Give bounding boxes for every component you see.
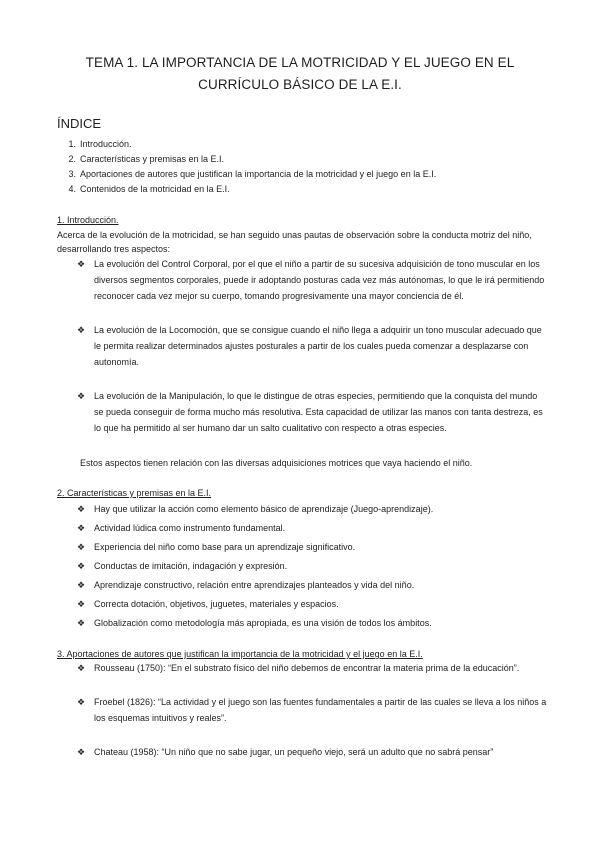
list-item: ❖ Rousseau (1750): “En el substrato físico del niño debemos de encontrar la materia prima de la educación”. xyxy=(77,660,547,676)
diamond-bullet-icon: ❖ xyxy=(77,618,86,628)
section-3-heading: 3. Aportaciones de autores que justifican la importancia de la motricidad y el juego en la E.I. xyxy=(57,649,423,659)
toc-item: 2. Características y premisas en la E.I. xyxy=(68,154,225,164)
section-2-list xyxy=(77,501,547,634)
list-item: ❖ Actividad lúdica como instrumento fundamental. xyxy=(77,520,547,536)
toc-item: 4. Contenidos de la motricidad en la E.I. xyxy=(68,184,230,194)
list-item: ❖ La evolución de la Locomoción, que se consigue cuando el niño llega a adquirir un tono muscular adecuado que le permita realizar determinados ajustes posturales a partir de los cuales pueda comenzar a desplazarse con autonomía. xyxy=(77,322,547,370)
section-1-intro: Acerca de la evolución de la motricidad, se han seguido unas pautas de observación sobre la conducta motriz del niño, desarrollando tres aspectos: xyxy=(57,230,532,254)
title-line-2: CURRÍCULO BÁSICO DE LA E.I. xyxy=(198,77,402,92)
diamond-bullet-icon: ❖ xyxy=(77,747,86,757)
diamond-bullet-icon: ❖ xyxy=(77,542,86,552)
toc-item: 3. Aportaciones de autores que justifican la importancia de la motricidad y el juego en la E.I. xyxy=(68,169,437,179)
section-1-heading: 1. Introducción. xyxy=(57,215,119,225)
section-1-list xyxy=(77,256,547,454)
title-line-1: TEMA 1. LA IMPORTANCIA DE LA MOTRICIDAD Y EL JUEGO EN EL xyxy=(85,55,515,70)
list-item: ❖ Froebel (1826): “La actividad y el juego son las fuentes fundamentales a partir de las cuales se lleva a los niños a los esquemas intuitivos y reales”. xyxy=(77,694,547,726)
diamond-bullet-icon: ❖ xyxy=(77,599,86,609)
toc-item: 1. Introducción. xyxy=(68,139,132,149)
diamond-bullet-icon: ❖ xyxy=(77,697,86,707)
section-1-closing: Estos aspectos tienen relación con las diversas adquisiciones motrices que vaya haciendo el niño. xyxy=(80,458,473,468)
list-item: ❖ Chateau (1958): “Un niño que no sabe jugar, un pequeño viejo, será un adulto que no sabrá pensar” xyxy=(77,744,547,760)
diamond-bullet-icon: ❖ xyxy=(77,259,86,269)
list-item: ❖ Correcta dotación, objetivos, juguetes, materiales y espacios. xyxy=(77,596,547,612)
list-item: ❖ Globalización como metodología más apropiada, es una visión de todos los ámbitos. xyxy=(77,615,547,631)
page-title xyxy=(60,52,540,96)
list-item: ❖ Aprendizaje constructivo, relación entre aprendizajes planteados y vida del niño. xyxy=(77,577,547,593)
index-heading: ÍNDICE xyxy=(57,116,102,131)
list-item: ❖ La evolución de la Manipulación, lo que le distingue de otras especies, permitiendo que la conquista del mundo se pueda conseguir de forma mucho más resolutiva. Esta capacidad de utilizar las manos con tanta destreza, es lo que ha permitido al ser humano dar un salto cualitativo con respecto a otras especies. xyxy=(77,388,547,436)
table-of-contents xyxy=(57,137,436,197)
list-item: ❖ Conductas de imitación, indagación y expresión. xyxy=(77,558,547,574)
section-3-list xyxy=(77,660,547,778)
diamond-bullet-icon: ❖ xyxy=(77,504,86,514)
list-item: ❖ Experiencia del niño como base para un aprendizaje significativo. xyxy=(77,539,547,555)
diamond-bullet-icon: ❖ xyxy=(77,523,86,533)
section-2-heading: 2. Características y premisas en la E.I. xyxy=(57,488,212,498)
diamond-bullet-icon: ❖ xyxy=(77,580,86,590)
list-item: ❖ La evolución del Control Corporal, por el que el niño a partir de su sucesiva adquisición de tono muscular en los diversos segmentos corporales, puede ir adoptando posturas cada vez más autónomas, lo que le irá permitiendo reconocer cada vez mejor su cuerpo, tomando progresivamente una mayor conciencia de él. xyxy=(77,256,547,304)
diamond-bullet-icon: ❖ xyxy=(77,663,86,673)
diamond-bullet-icon: ❖ xyxy=(77,391,86,401)
list-item: ❖ Hay que utilizar la acción como elemento básico de aprendizaje (Juego-aprendizaje). xyxy=(77,501,547,517)
diamond-bullet-icon: ❖ xyxy=(77,325,86,335)
diamond-bullet-icon: ❖ xyxy=(77,561,86,571)
